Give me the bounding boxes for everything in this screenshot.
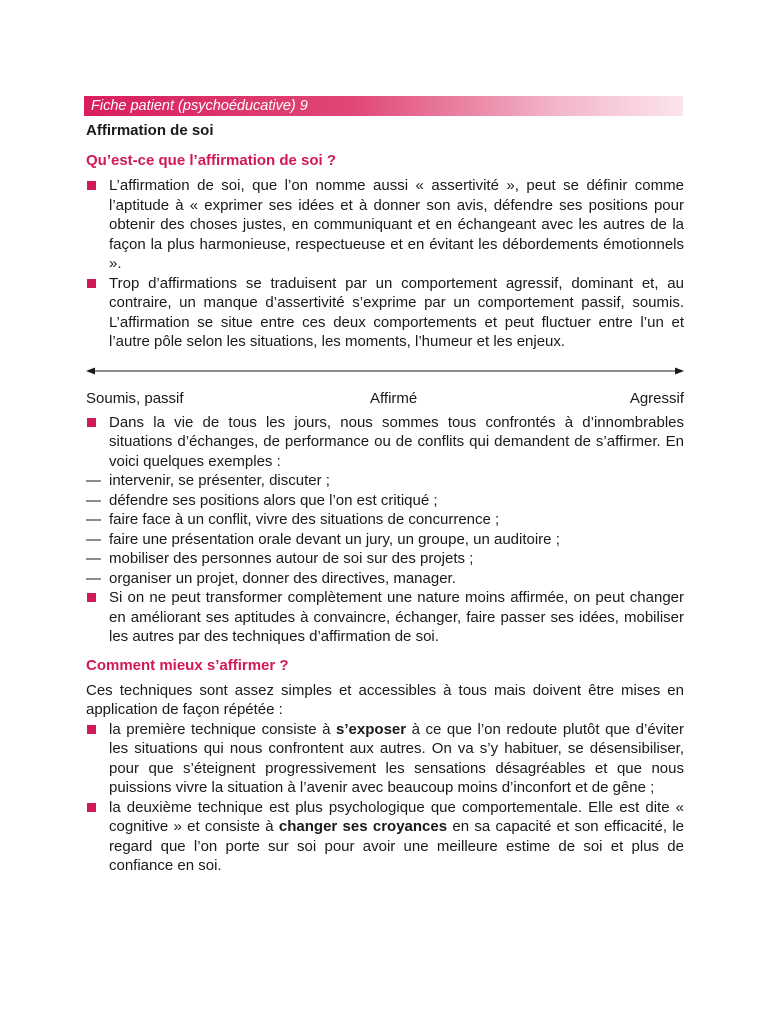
section-heading-what-is: Qu’est-ce que l’affirmation de soi ? [86,152,337,169]
list-item: — faire face à un conflit, vivre des situations de concurrence ; [86,510,684,530]
techniques-intro: Ces techniques sont assez simples et accessibles à tous mais doivent être mises en application de façon répétée : [86,681,684,718]
bullet-technique-cognitive [86,798,684,876]
bullet-definition: L’affirmation de soi, que l’on nomme aussi « assertivité », peut se définir comme l’aptitude à « exprimer ses idées et à donner son avis, défendre ses positions pour obtenir des choses justes, en communiquant et en échangeant avec les autres de la façon la plus harmonieuse, respectueuse et en évitant les débordements émotionnels ». [86,176,684,274]
examples-list [86,471,684,588]
list-item: — faire une présentation orale devant un jury, un groupe, un auditoire ; [86,530,684,550]
header-banner [84,96,683,116]
banner-title: Fiche patient (psychoéducative) 9 [91,98,308,114]
technique-2-text-b: en sa capacité et son efficacité, le regard que l’on porte sur soi pour avoir une meilleure estime de soi et plus de confiance en soi. [109,818,685,874]
technique-1-text-a: la première technique consiste à [109,720,337,738]
scale-label-passive: Soumis, passif [86,389,184,407]
section-heading-how-to: Comment mieux s’affirmer ? [86,656,289,674]
technique-2-keyword: changer ses croyances [278,818,448,835]
document-title: Affirmation de soi [86,122,214,139]
bullet-transform: Si on ne peut transformer complètement une nature moins affirmée, on peut changer en améliorant ses aptitudes à convaincre, échanger, faire passer ses idées, mobiliser les autres par des techniques d’affirmation de soi. [86,588,684,647]
assertiveness-scale [86,361,684,411]
list-item: — intervenir, se présenter, discuter ; [86,471,684,491]
bullet-daily-life: Dans la vie de tous les jours, nous sommes tous confrontés à d’innombrables situations d’échanges, de performance ou de conflits qui demandent de s’affirmer. En voici quelques exemples : [86,413,684,472]
bullet-technique-exposure [86,720,684,798]
technique-1-keyword: s’exposer [336,720,407,738]
scale-label-aggressive: Agressif [629,389,684,407]
document-body [86,121,684,876]
list-item: — mobiliser des personnes autour de soi sur des projets ; [86,549,684,569]
technique-2-text-a: la deuxième technique est plus psychologique que comportementale. Elle est dite « cognitive » et consiste à [109,798,684,835]
scale-label-assertive: Affirmé [370,389,418,407]
list-item: — défendre ses positions alors que l’on est critiqué ; [86,491,684,511]
double-arrow-line [86,361,684,381]
technique-1-text-b: à ce que l’on redoute plutôt que d’éviter les situations qui nous confrontent aux autres. On va s’y habituer, se désensibiliser, pour que s’éteignent progressivement les sensations désagréables et que nous puissions vivre la situation à l’avenir avec beaucoup moins d’inconfort et de gêne ; [109,720,685,796]
bullet-behaviour: Trop d’affirmations se traduisent par un comportement agressif, dominant et, au contraire, un manque d’assertivité s’exprime par un comportement passif, soumis. L’affirmation se situe entre ces deux comportements et peut fluctuer entre l’un et l’autre pôle selon les situations, les moments, l’humeur et les enjeux. [86,274,684,352]
list-item: — organiser un projet, donner des directives, manager. [86,569,684,589]
